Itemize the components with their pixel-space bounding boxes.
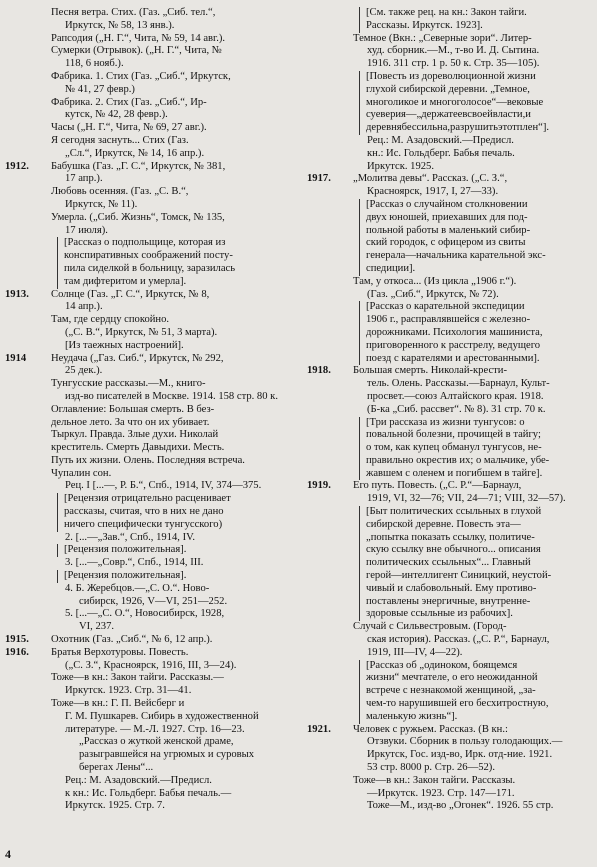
annotation-line: встрече с незнакомой женщиной, „за- — [359, 685, 594, 698]
annotation-line: [Рассказ о случайном столкновении — [359, 199, 594, 212]
entry-line: разыгравшейся на угрюмых и суровых — [79, 749, 255, 761]
annotation-line: чивый и слабовольный. Ему противо- — [359, 583, 594, 596]
annotation-line: [Три рассказа из жизни тунгусов: о — [359, 417, 594, 430]
annotation-line: [Рассказ о карательной экспедиции — [359, 301, 594, 314]
entry-line: VI, 237. — [79, 621, 115, 633]
annotation-line: жавшем с оленем и погибшем в тайге]. — [359, 468, 594, 481]
entry-line: Тоже—в кн.: Закон тайги. Рассказы. — [353, 774, 516, 786]
entry-line: Красноярск, 1917, I, 27—33). — [367, 186, 499, 198]
bibliography-entry — [307, 480, 594, 723]
entry-line: Иркутск, № 58, 13 янв.). — [65, 19, 175, 31]
annotation-line: повальной болезни, прочищей в тайгу; — [359, 429, 594, 442]
entry-line: Тоже—в кн.: Закон тайги. Рассказы.— — [51, 672, 224, 684]
entry-line: Путь их жизни. Олень. Последняя встреча. — [51, 454, 245, 466]
entry-line: креститель. Смерть Давыдихи. Месть. — [51, 442, 225, 454]
entry-line: („С. З.“, Красноярск, 1916, III, 3—24). — [65, 659, 237, 671]
entry-line: 4. Б. Жеребцов.—„С. О.“. Ново- — [65, 582, 210, 594]
entry-line: ская история). Рассказ. („С. Р.“, Барнаул, — [367, 634, 550, 646]
entry-year: 1917. — [307, 173, 331, 185]
bibliography-entry — [5, 7, 298, 161]
annotation-line: [Рассказ о подпольщице, которая из — [57, 237, 298, 250]
annotation-line: правильно окрестив их; о мальчике, убе- — [359, 455, 594, 468]
entry-year: 1915. — [5, 634, 29, 646]
bibliography-entry — [5, 353, 298, 635]
annotation-line: суеверия—„держатеевсвоейвласти,и — [359, 109, 594, 122]
bibliography-entry — [5, 289, 298, 353]
annotation-line: ничего специфически тунгусского) — [57, 519, 298, 532]
annotation-line: [Повесть из дореволюционной жизни — [359, 71, 594, 84]
entry-year: 1921. — [307, 723, 331, 735]
left-column — [5, 7, 298, 813]
entry-year: 1918. — [307, 365, 331, 377]
annotation-line: приговоренного к расстрелу, ведущего — [359, 340, 594, 353]
annotation-line: поезд с карателями и арестованными]. — [359, 353, 594, 366]
annotation-line: маленькую жизнь“]. — [359, 711, 594, 724]
entry-line: Человек с ружьем. Рассказ. (В кн.: — [353, 723, 508, 735]
annotation-line: политических ссыльных“... Главный — [359, 557, 594, 570]
annotation-line: глухой сибирской деревни. „Темное, — [359, 84, 594, 97]
annotation-line: „попытка показать ссылку, политиче- — [359, 532, 594, 545]
annotation-line: рассказы, считая, что в них не дано — [57, 506, 298, 519]
entry-line: 2. [...—„Зав.“, Спб., 1914, IV. — [65, 531, 196, 543]
entry-line: 5. [...—„С. О.“, Новосибирск, 1928, — [65, 608, 225, 620]
entry-line: Его путь. Повесть. („С. Р.“—Барнаул, — [353, 480, 522, 492]
bibliography-entry — [307, 365, 594, 480]
annotation-line: о том, как купец обманул тунгусов, не- — [359, 442, 594, 455]
entry-line: 1919, VI, 32—76; VII, 24—71; VIII, 32—57). — [367, 493, 566, 505]
bibliography-entry — [307, 173, 594, 365]
entry-year: 1912. — [5, 160, 29, 172]
annotation-line: генерала—начальника карательной экс- — [359, 250, 594, 263]
annotation-line: здоровые ссыльные из рабочих]. — [359, 608, 594, 621]
entry-line: Тыркул. Правда. Злые духи. Николай — [51, 429, 219, 441]
entry-line: берегах Лены“... — [79, 762, 154, 774]
entry-line: 53 стр. 8000 р. Стр. 26—52). — [367, 762, 495, 774]
entry-line: 1919, III—IV, 4—22). — [367, 646, 463, 658]
entry-line: 17 июля). — [65, 224, 108, 236]
entry-line: 3. [...—„Совр.“, Спб., 1914, III. — [65, 557, 204, 569]
entry-line: „Сл.“, Иркутск, № 14, 16 апр.). — [65, 147, 205, 159]
annotation-line: сибирской деревне. Повесть эта— — [359, 519, 594, 532]
entry-line: Братья Верхотуровы. Повесть. — [51, 646, 189, 658]
page-number: 4 — [5, 847, 11, 861]
entry-line: Охотник (Газ. „Сиб.“, № 6, 12 апр.). — [51, 634, 213, 646]
entry-line: Умерла. („Сиб. Жизнь“, Томск, № 135, — [51, 211, 225, 223]
entry-line: 25 дек.). — [65, 365, 103, 377]
right-column — [307, 7, 594, 813]
annotation-line: дорожниками. Психология машиниста, — [359, 327, 594, 340]
entry-line: Иркутск. 1925. — [367, 160, 434, 172]
annotation-line: двух юношей, приехавших для под- — [359, 212, 594, 225]
entry-line: Там, у откоса... (Из цикла „1906 г.“). — [353, 275, 517, 287]
entry-line: худ. сборник.—М., т-во И. Д. Сытина. — [367, 45, 540, 57]
annotation-line: Рассказы. Иркутск. 1923]. — [359, 20, 594, 33]
entry-line: Тоже—М., изд-во „Огонек“. 1926. 55 стр. — [367, 800, 554, 812]
bibliography-entry — [5, 634, 298, 647]
annotation-line: 1906 г., расправлявшейся с железно- — [359, 314, 594, 327]
entry-line: Иркутск. 1923. Стр. 31—41. — [65, 685, 192, 697]
entry-line: „Рассказ о жуткой женской драме, — [79, 736, 234, 748]
entry-line: Солнце (Газ. „Г. С.“, Иркутск, № 8, — [51, 288, 210, 300]
bibliography-entry — [5, 161, 298, 289]
bibliography-entry — [307, 7, 594, 173]
entry-line: (Б-ка „Сиб. рассвет“. № 8). 31 стр. 70 к. — [367, 403, 546, 415]
entry-line: Иркутск, Гос. изд-во, Ирк. отд-ние. 1921. — [367, 749, 553, 761]
entry-line: Отзвуки. Сборник в пользу голодающих.— — [367, 736, 563, 748]
entry-line: Песня ветра. Стих. (Газ. „Сиб. тел.“, — [51, 7, 216, 18]
annotation-line: скую ссылку вне обычного... описания — [359, 544, 594, 557]
entry-line: изд-во писателей в Москве. 1914. 158 стр. 80 к. — [65, 390, 278, 402]
entry-line: кутск, № 42, 28 февр.). — [65, 109, 168, 121]
entry-line: кн.: Ис. Гольдберг. Бабья печаль. — [367, 147, 515, 159]
entry-line: Рец.: М. Азадовский.—Предисл. — [367, 134, 514, 146]
entry-line: тель. Олень. Рассказы.—Барнаул, Культ- — [367, 378, 550, 390]
entry-line: Рец.: М. Азадовский.—Предисл. — [65, 774, 212, 786]
annotation-line: [Рассказ об „одиноком, боящемся — [359, 660, 594, 673]
entry-line: Г. М. Пушкарев. Сибирь в художественной — [65, 710, 259, 722]
entry-line: № 41, 27 февр.) — [65, 83, 135, 95]
annotation-line: жизни“ мечтателе, о его неожиданной — [359, 672, 594, 685]
entry-line: Неудача („Газ. Сиб.“, Иркутск, № 292, — [51, 352, 224, 364]
entry-line: Большая смерть. Николай-крести- — [353, 365, 507, 377]
annotation-line: [Рецензия положительная]. — [57, 544, 298, 557]
entry-line: „Молитва девы“. Рассказ. („С. З.“, — [353, 173, 508, 185]
entry-line: дельное лето. За что он их убивает. — [51, 416, 210, 428]
entry-line: 14 апр.). — [65, 301, 103, 313]
entry-line: Иркутск, № 11). — [65, 198, 138, 210]
entry-line: Я сегодня заснуть... Стих (Газ. — [51, 134, 189, 146]
annotation-line: поставлены энергичные, внутренне- — [359, 596, 594, 609]
entry-line: к кн.: Ис. Гольдберг. Бабья печаль.— — [65, 787, 232, 799]
entry-line: Часы („Н. Г.“, Чита, № 69, 27 авг.). — [51, 122, 207, 134]
annotation-line: ский городок, с офицером из свиты — [359, 237, 594, 250]
annotation-line: конспиративных соображений посту- — [57, 250, 298, 263]
entry-line: Чупалин сон. — [51, 467, 112, 479]
annotation-line: герой—интеллигент Синицкий, неустой- — [359, 570, 594, 583]
annotation-line: [Рецензия отрицательно расценивает — [57, 493, 298, 506]
annotation-line: многоликое и многоголосое“—вековые — [359, 97, 594, 110]
entry-line: Там, где сердцу спокойно. — [51, 314, 170, 326]
entry-line: Бабушка (Газ. „Г. С.“, Иркутск, № 381, — [51, 160, 226, 172]
entry-line: 17 апр.). — [65, 173, 103, 185]
entry-line: (Газ. „Сиб.“, Иркутск, № 72). — [367, 288, 499, 300]
entry-year: 1919. — [307, 480, 331, 492]
entry-line: Фабрика. 1. Стих (Газ. „Сиб.“, Иркутск, — [51, 70, 231, 82]
entry-line: („С. В.“, Иркутск, № 51, 3 марта). — [65, 326, 218, 338]
entry-line: Случай с Сильвестровым. (Город- — [353, 621, 507, 633]
entry-line: 1916. 311 стр. 1 р. 50 к. Стр. 35—105). — [367, 58, 540, 70]
entry-line: —Иркутск. 1923. Стр. 147—171. — [367, 787, 515, 799]
annotation-line: [Рецензия положительная]. — [57, 570, 298, 583]
entry-line: Рец. I [...—, Р. Б.“, Спб., 1914, IV, 374—375. — [65, 480, 262, 492]
annotation-line: чем-то нарушившей его бесхитростную, — [359, 698, 594, 711]
entry-line: Иркутск. 1925. Стр. 7. — [65, 800, 165, 812]
entry-line: Тоже—в кн.: Г. П. Вейсберг и — [51, 698, 185, 710]
entry-line: просвет.—союз Алтайского края. 1918. — [367, 390, 544, 402]
annotation-line: деревнябессильна,разрушитьэтотплен“]. — [359, 122, 594, 135]
entry-line: 118, 6 нояб.). — [65, 58, 124, 70]
bibliography-entry — [5, 647, 298, 813]
entry-line: Тунгусские рассказы.—М., книго- — [51, 378, 206, 390]
entry-line: Фабрика. 2. Стих (Газ. „Сиб.“, Ир- — [51, 96, 207, 108]
entry-line: литературе. — М.-Л. 1927. Стр. 16—23. — [65, 723, 245, 735]
annotation-line: [Быт политических ссыльных в глухой — [359, 506, 594, 519]
entry-year: 1914 — [5, 352, 27, 364]
annotation-line: польной работы в маленький сибир- — [359, 225, 594, 238]
entry-year: 1916. — [5, 646, 29, 658]
entry-line: [Из таежных настроений]. — [65, 339, 184, 351]
bibliography-entry — [307, 724, 594, 814]
annotation-line: там дифтеритом и умерла]. — [57, 276, 298, 289]
annotation-line: [См. также рец. на кн.: Закон тайги. — [359, 7, 594, 20]
entry-line: Сумерки (Отрывок). („Н. Г.“, Чита, № — [51, 45, 222, 57]
entry-line: сибирск, 1926, V—VI, 251—252. — [79, 595, 228, 607]
annotation-line: пила сиделкой в больницу, заразилась — [57, 263, 298, 276]
entry-line: Рапсодия („Н. Г.“, Чита, № 59, 14 авг.). — [51, 32, 226, 44]
entry-line: Оглавление: Большая смерть. В без- — [51, 403, 215, 415]
entry-year: 1913. — [5, 288, 29, 300]
annotation-line: спедиции]. — [359, 263, 594, 276]
entry-line: Любовь осенняя. (Газ. „С. В.“, — [51, 186, 189, 198]
entry-line: Темное (Вкн.: „Северные зори“. Литер- — [353, 32, 532, 44]
